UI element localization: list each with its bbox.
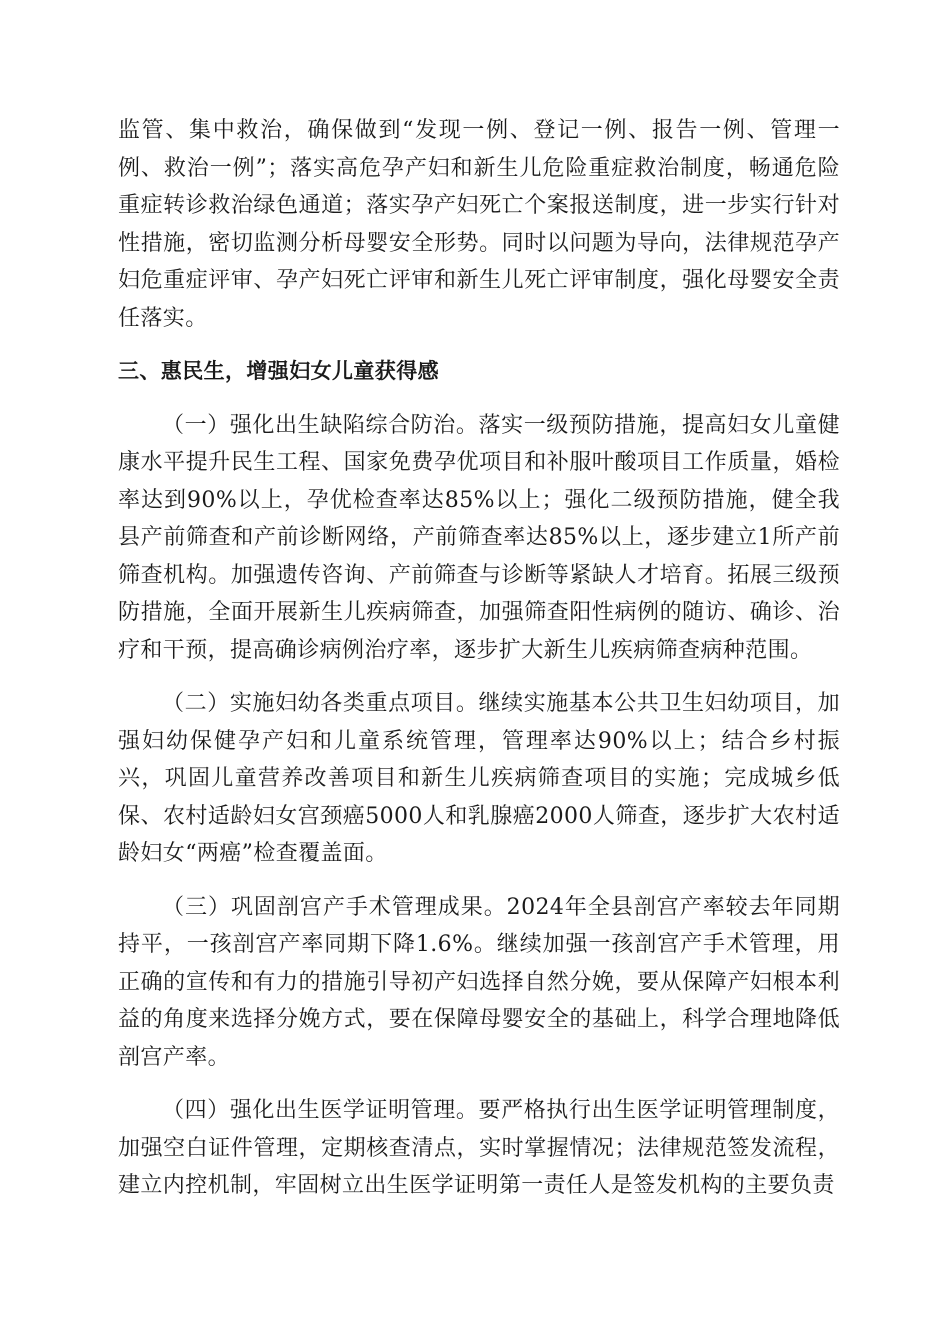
paragraph-3: （三）巩固剖宫产手术管理成果。2024年全县剖宫产率较去年同期持平，一孩剖宫产率同期下降1.6%。继续加强一孩剖宫产手术管理，用正确的宣传和有力的措施引导初产妇选择自然分娩，要从保障产妇根本利益的角度来选择分娩方式，要在保障母婴安全的基础上，科学合理地降低剖宫产率。: [118, 894, 840, 1070]
document-page: [118, 112, 840, 1205]
paragraph-1: （一）强化出生缺陷综合防治。落实一级预防措施，提高妇女儿童健康水平提升民生工程、国家免费孕优项目和补服叶酸项目工作质量，婚检率达到90%以上，孕优检查率达85%以上；强化二级预防措施，健全我县产前筛查和产前诊断网络，产前筛查率达85%以上，逐步建立1所产前筛查机构。加强遗传咨询、产前筛查与诊断等紧缺人才培育。拓展三级预防措施，全面开展新生儿疾病筛查，加强筛查阳性病例的随访、确诊、治疗和干预，提高确诊病例治疗率，逐步扩大新生儿疾病筛查病种范围。: [118, 412, 840, 663]
paragraph-2: （二）实施妇幼各类重点项目。继续实施基本公共卫生妇幼项目，加强妇幼保健孕产妇和儿童系统管理，管理率达90%以上；结合乡村振兴，巩固儿童营养改善项目和新生儿疾病筛查项目的实施；完成城乡低保、农村适龄妇女宫颈癌5000人和乳腺癌2000人筛查，逐步扩大农村适龄妇女“两癌”检查覆盖面。: [118, 691, 840, 866]
paragraph-4: （四）强化出生医学证明管理。要严格执行出生医学证明管理制度，加强空白证件管理，定期核查清点，实时掌握情况；法律规范签发流程，建立内控机制，牢固树立出生医学证明第一责任人是签发机构的主要负责: [118, 1098, 840, 1198]
section-heading: 三、惠民生，增强妇女儿童获得感: [118, 359, 439, 383]
continuation-paragraph: 监管、集中救治，确保做到“发现一例、登记一例、报告一例、管理一例、救治一例”；落实高危孕产妇和新生儿危险重症救治制度，畅通危险重症转诊救治绿色通道；落实孕产妇死亡个案报送制度，进一步实行针对性措施，密切监测分析母婴安全形势。同时以问题为导向，法律规范孕产妇危重症评审、孕产妇死亡评审和新生儿死亡评审制度，强化母婴安全责任落实。: [118, 118, 840, 331]
